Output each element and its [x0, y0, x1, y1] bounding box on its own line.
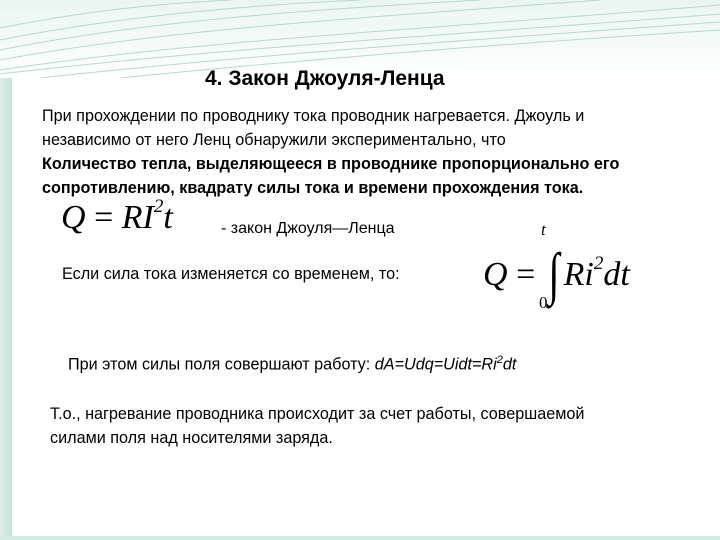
- intro-line-1: При прохождении по проводнику тока проводник нагревается. Джоуль и: [42, 107, 585, 125]
- integral-power: 2: [593, 253, 604, 274]
- conclusion-line-2: силами поля над носителями заряда.: [50, 429, 333, 447]
- intro-paragraph: [42, 104, 692, 200]
- frame-bottom-bar: [0, 536, 720, 540]
- work-tail: dt: [502, 355, 517, 374]
- formula-body: RI: [121, 199, 154, 236]
- intro-line-2: независимо от него Ленц обнаружили экспериментально, что: [42, 131, 506, 149]
- integral-sign-icon: ∫: [548, 241, 560, 306]
- conclusion-line-1: Т.о., нагревание проводника происходит за счет работы, совершаемой: [50, 405, 585, 423]
- integral-body: Ri: [563, 256, 594, 293]
- work-power: 2: [496, 354, 503, 366]
- integral-equals: =: [516, 256, 536, 293]
- slide-title: 4. Закон Джоуля-Ленца: [205, 67, 445, 90]
- law-label: - закон Джоуля—Ленца: [221, 220, 395, 237]
- integral-formula: [483, 240, 630, 307]
- formula-equals: =: [94, 199, 114, 236]
- work-formula: dA=Udq=Uidt=Ri: [374, 355, 497, 374]
- work-statement: [68, 354, 516, 374]
- formula-power: 2: [153, 196, 164, 217]
- formula-lhs: Q: [61, 199, 86, 236]
- integral-upper-limit: t: [541, 220, 546, 239]
- integral-lower-limit: 0: [539, 293, 548, 312]
- work-prefix: При этом силы поля совершают работу:: [68, 355, 375, 374]
- frame-left-bar: [0, 0, 12, 540]
- integral-lhs: Q: [483, 256, 508, 293]
- time-varying-label: Если сила тока изменяется со временем, то:: [62, 265, 400, 283]
- statement-line-2: сопротивлению, квадрату силы тока и времени прохождения тока.: [42, 179, 584, 197]
- joule-lenz-formula: [61, 196, 173, 237]
- integral-tail: dt: [603, 256, 630, 293]
- formula-time: t: [163, 199, 173, 236]
- statement-line-1: Количество тепла, выделяющееся в проводнике пропорционально его: [42, 155, 620, 173]
- conclusion-paragraph: [50, 402, 690, 450]
